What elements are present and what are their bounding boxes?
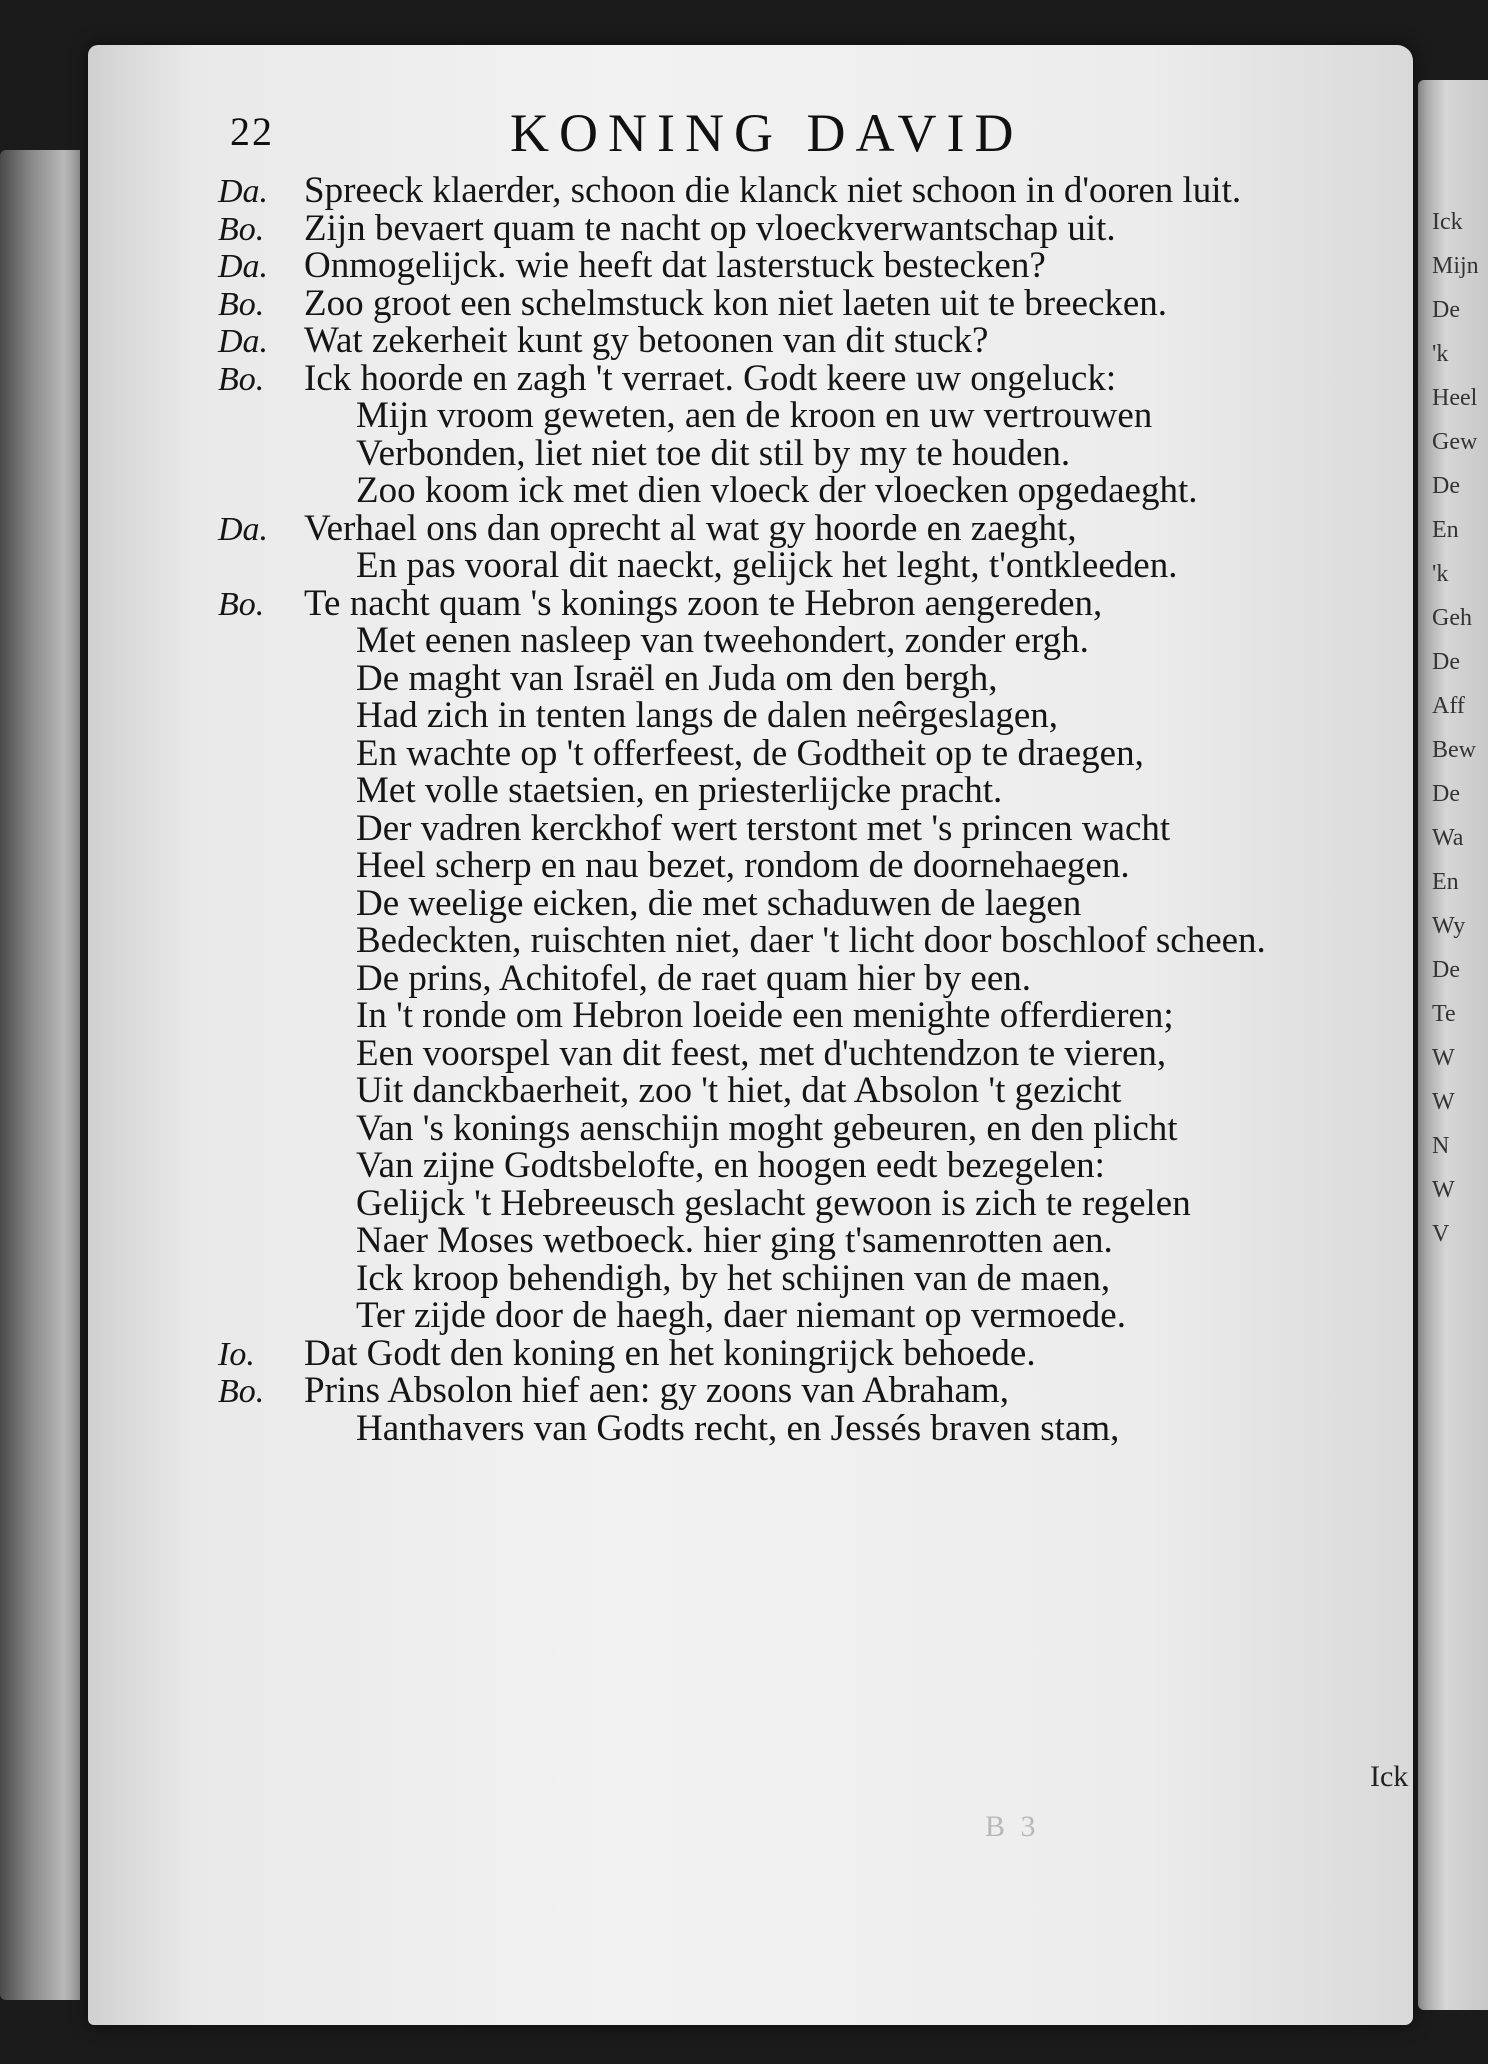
line-text: Prins Absolon hief aen: gy zoons van Abraham, xyxy=(304,1370,1009,1411)
speaker-label: Bo. xyxy=(218,1373,265,1410)
line-text: Verbonden, liet niet toe dit stil by my te houden. xyxy=(356,432,1071,474)
facing-fragment: 'k xyxy=(1432,561,1449,587)
line-text: Hanthavers van Godts recht, en Jessés braven stam, xyxy=(356,1407,1120,1449)
facing-fragment: En xyxy=(1432,517,1459,543)
line-text: Zoo groot een schelmstuck kon niet laeten uit te breecken. xyxy=(304,282,1168,324)
facing-page-fragments xyxy=(1432,200,1488,1256)
book-edge-left xyxy=(0,150,80,2000)
facing-fragment: Aff xyxy=(1432,693,1465,719)
verse-line xyxy=(218,697,1398,735)
verse-line xyxy=(218,1222,1398,1260)
facing-fragment: V xyxy=(1432,1221,1450,1247)
verse-line xyxy=(218,582,1398,624)
verse-line xyxy=(218,397,1398,435)
verse-line xyxy=(218,207,1398,249)
line-text: Der vadren kerckhof wert terstont met 's princen wacht xyxy=(356,807,1171,849)
facing-fragment: De xyxy=(1432,473,1460,499)
line-text: Heel scherp en nau bezet, rondom de doornehaegen. xyxy=(356,845,1130,886)
verse-line xyxy=(218,1407,1398,1449)
verse-line xyxy=(218,1032,1398,1074)
verse-line xyxy=(218,247,1398,285)
verse-line xyxy=(218,1332,1398,1374)
line-text: Onmogelijck. wie heeft dat lasterstuck bestecken? xyxy=(304,245,1046,286)
running-title: KONING DAVID xyxy=(510,103,1024,163)
facing-fragment: Heel xyxy=(1432,385,1478,411)
verse-line xyxy=(218,547,1398,585)
verse-text xyxy=(218,172,1398,1447)
line-text: Ick hoorde en zagh 't verraet. Godt keere uw ongeluck: xyxy=(304,357,1117,399)
speaker-label: Da. xyxy=(218,248,269,285)
facing-fragment: Geh xyxy=(1432,605,1472,631)
verse-line xyxy=(218,1297,1398,1335)
line-text: En wachte op 't offerfeest, de Godtheit op te draegen, xyxy=(356,732,1144,774)
facing-fragment: W xyxy=(1432,1045,1455,1071)
facing-fragment: Wa xyxy=(1432,825,1464,851)
speaker-label: Da. xyxy=(218,510,269,548)
verse-line xyxy=(218,1107,1398,1149)
page-number: 22 xyxy=(230,109,274,154)
line-text: En pas vooral dit naeckt, gelijck het leght, t'ontkleeden. xyxy=(356,545,1178,586)
verse-line xyxy=(218,1147,1398,1185)
line-text: Gelijck 't Hebreeusch geslacht gewoon is zich te regelen xyxy=(356,1182,1191,1224)
facing-fragment: Wy xyxy=(1432,913,1466,939)
line-text: Een voorspel van dit feest, met d'uchtendzon te vieren, xyxy=(356,1032,1167,1074)
verse-line xyxy=(218,432,1398,474)
verse-line xyxy=(218,282,1398,324)
verse-line xyxy=(218,772,1398,810)
speaker-label: Bo. xyxy=(218,585,265,623)
line-text: Bedeckten, ruischten niet, daer 't licht door boschloof scheen. xyxy=(356,920,1266,961)
line-text: Wat zekerheit kunt gy betoonen van dit stuck? xyxy=(304,320,989,361)
line-text: Van zijne Godtsbelofte, en hoogen eedt bezegelen: xyxy=(356,1145,1105,1186)
line-text: Mijn vroom geweten, aen de kroon en uw vertrouwen xyxy=(356,395,1153,436)
facing-fragment: De xyxy=(1432,781,1460,807)
speaker-label: Bo. xyxy=(218,285,265,323)
line-text: Verhael ons dan oprecht al wat gy hoorde en zaeght, xyxy=(304,507,1077,549)
catchword: Ick xyxy=(1370,1760,1409,1793)
facing-fragment: Gew xyxy=(1432,429,1478,455)
speaker-label: Da. xyxy=(218,323,269,360)
verse-line xyxy=(218,922,1398,960)
facing-fragment: Ick xyxy=(1432,209,1463,235)
verse-line xyxy=(218,507,1398,549)
line-text: Had zich in tenten langs de dalen neêrgeslagen, xyxy=(356,695,1059,736)
verse-line xyxy=(218,622,1398,660)
line-text: Zoo koom ick met dien vloeck der vloecken opgedaeght. xyxy=(356,470,1198,511)
line-text: Met eenen nasleep van tweehondert, zonder ergh. xyxy=(356,620,1089,661)
verse-line xyxy=(218,357,1398,399)
speaker-label: Bo. xyxy=(218,210,265,248)
verse-line xyxy=(218,472,1398,510)
line-text: Te nacht quam 's konings zoon te Hebron aengereden, xyxy=(304,582,1103,624)
verse-line xyxy=(218,882,1398,924)
speaker-label: Da. xyxy=(218,173,269,210)
facing-fragment: W xyxy=(1432,1089,1455,1115)
signature-mark: B 3 xyxy=(985,1810,1040,1843)
facing-fragment: De xyxy=(1432,957,1460,983)
line-text: De maght van Israël en Juda om den bergh, xyxy=(356,657,998,699)
verse-line xyxy=(218,997,1398,1035)
facing-fragment: De xyxy=(1432,649,1460,675)
line-text: Dat Godt den koning en het koningrijck behoede. xyxy=(304,1332,1036,1374)
verse-line xyxy=(218,1257,1398,1299)
line-text: Van 's konings aenschijn moght gebeuren, en den plicht xyxy=(356,1107,1178,1149)
verse-line xyxy=(218,657,1398,699)
speaker-label: Bo. xyxy=(218,360,265,398)
page-header xyxy=(230,102,1170,162)
line-text: De prins, Achitofel, de raet quam hier by een. xyxy=(356,957,1032,999)
verse-line xyxy=(218,847,1398,885)
line-text: Spreeck klaerder, schoon die klanck niet schoon in d'ooren luit. xyxy=(304,170,1242,211)
line-text: De weelige eicken, die met schaduwen de laegen xyxy=(356,882,1082,924)
verse-line xyxy=(218,322,1398,360)
line-text: In 't ronde om Hebron loeide een menighte offerdieren; xyxy=(356,995,1174,1036)
verse-line xyxy=(218,957,1398,999)
facing-fragment: De xyxy=(1432,297,1460,323)
verse-line xyxy=(218,1072,1398,1110)
facing-fragment: Te xyxy=(1432,1001,1456,1027)
line-text: Uit danckbaerheit, zoo 't hiet, dat Absolon 't gezicht xyxy=(356,1070,1122,1111)
line-text: Naer Moses wetboeck. hier ging t'samenrotten aen. xyxy=(356,1220,1113,1261)
line-text: Met volle staetsien, en priesterlijcke pracht. xyxy=(356,770,1003,811)
facing-fragment: Bew xyxy=(1432,737,1476,763)
facing-fragment: 'k xyxy=(1432,341,1449,367)
speaker-label: Io. xyxy=(218,1335,255,1373)
line-text: Zijn bevaert quam te nacht op vloeckverwantschap uit. xyxy=(304,207,1116,249)
line-text: Ter zijde door de haegh, daer niemant op vermoede. xyxy=(356,1295,1126,1336)
facing-fragment: Mijn xyxy=(1432,253,1479,279)
verse-line xyxy=(218,807,1398,849)
facing-fragment: En xyxy=(1432,869,1459,895)
verse-line xyxy=(218,1372,1398,1410)
facing-fragment: W xyxy=(1432,1177,1455,1203)
verse-line xyxy=(218,1182,1398,1224)
line-text: Ick kroop behendigh, by het schijnen van de maen, xyxy=(356,1257,1111,1299)
verse-line xyxy=(218,172,1398,210)
facing-fragment: N xyxy=(1432,1133,1450,1159)
verse-line xyxy=(218,732,1398,774)
